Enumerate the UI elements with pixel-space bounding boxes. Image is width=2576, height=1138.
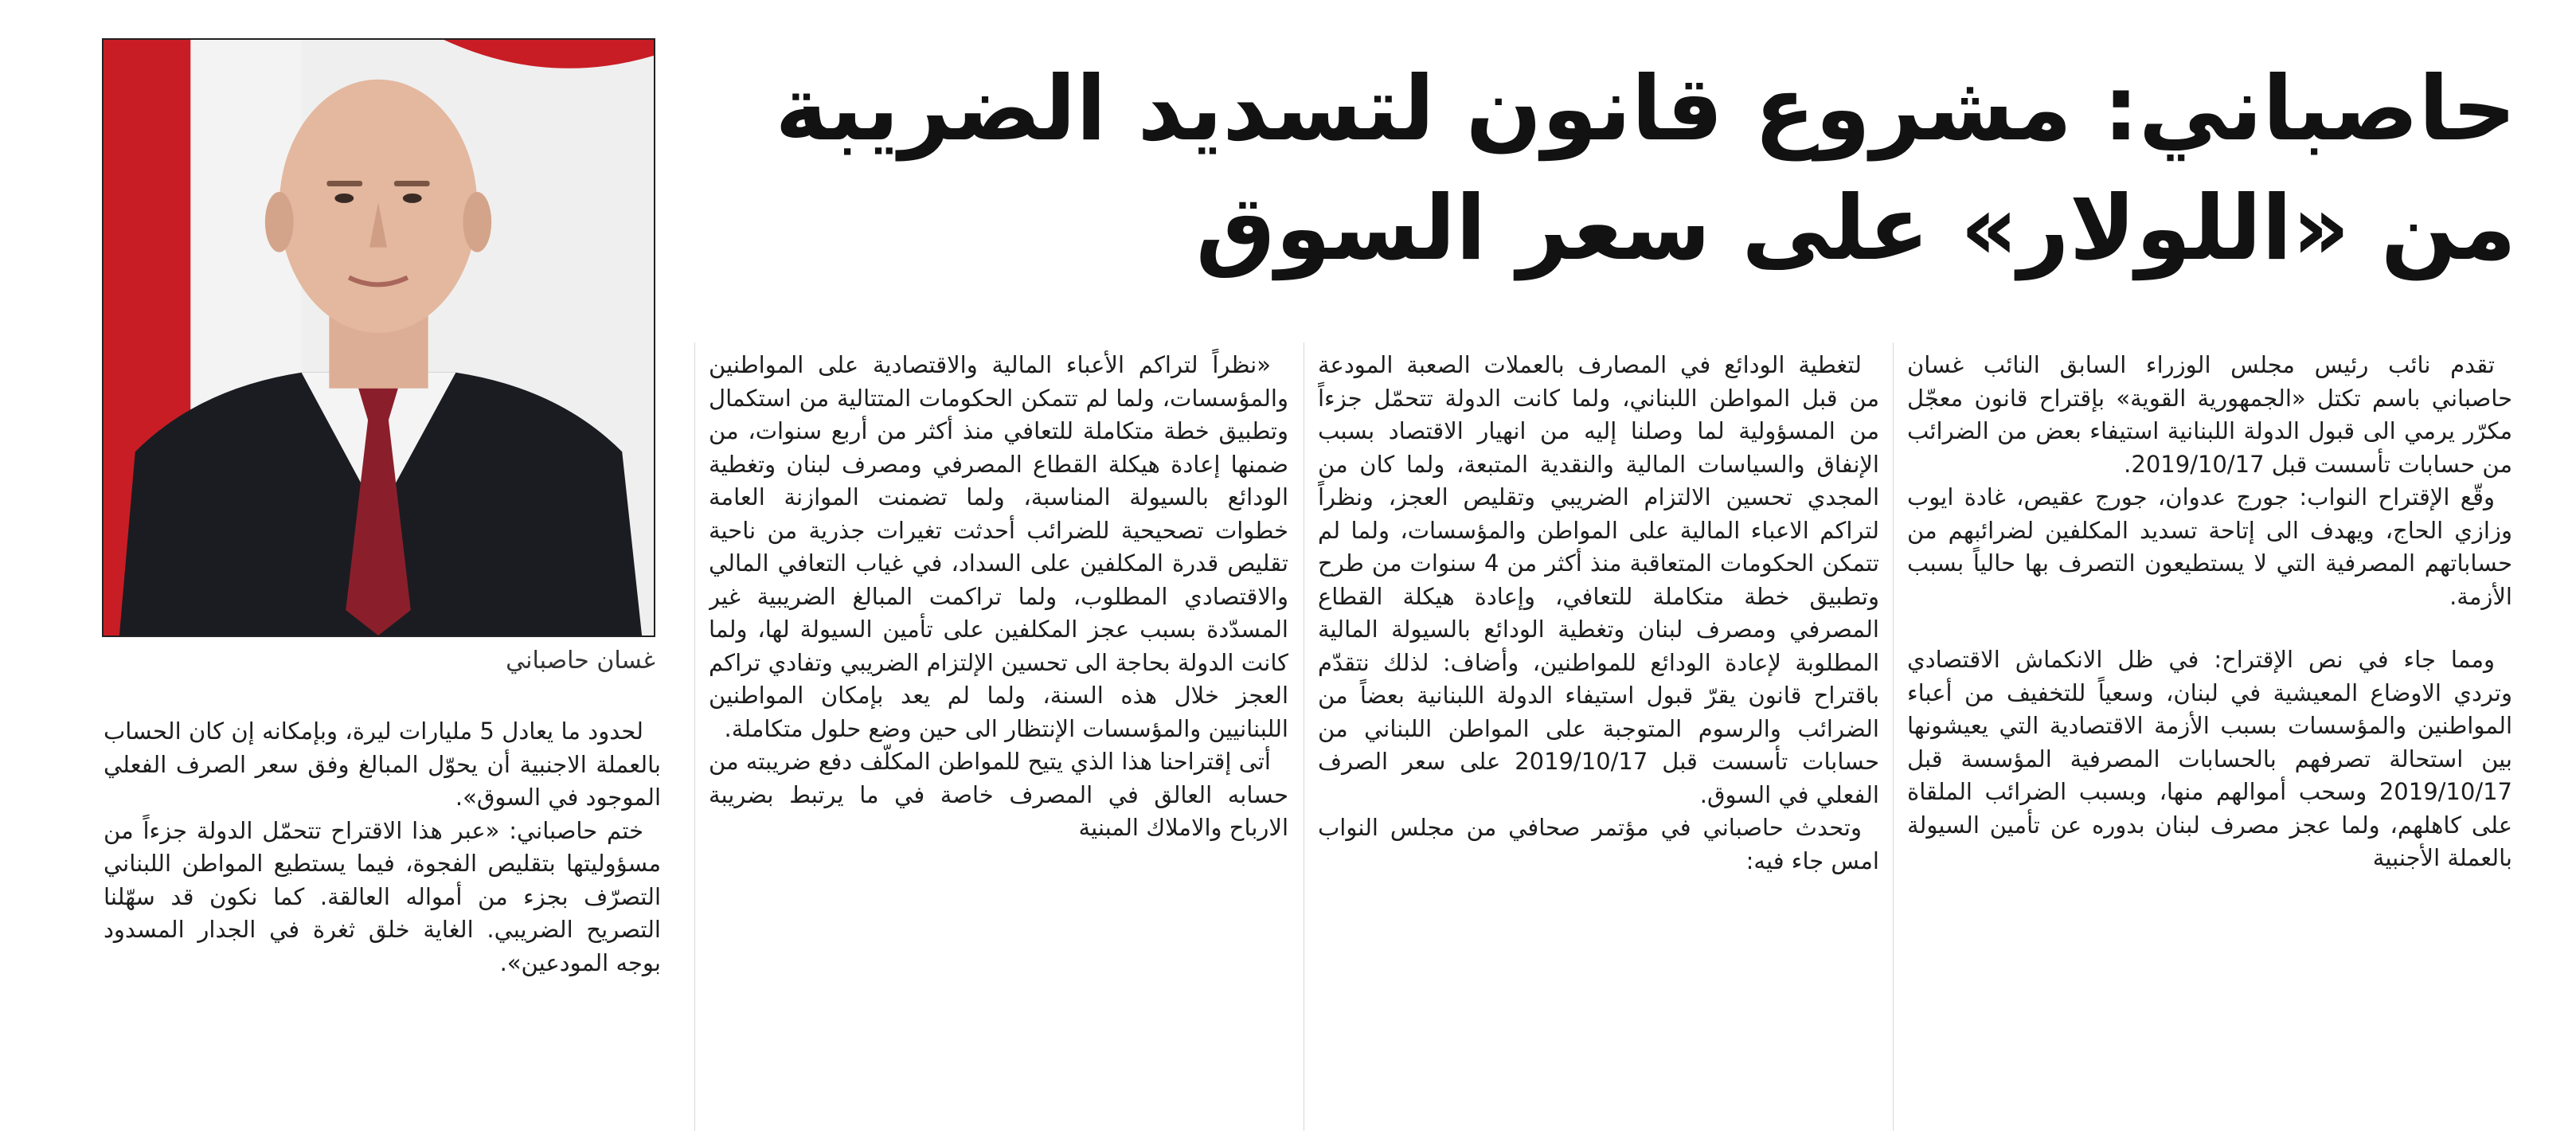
paragraph: لحدود ما يعادل 5 مليارات ليرة، وبإمكانه إن كان الحساب بالعملة الاجنبية أن يحوّل المبالغ وفق سعر الصرف الفعلي الموجود في السوق». — [104, 718, 661, 811]
paragraph: وقّع الإقتراح النواب: جورج عدوان، جورج عقيص، غادة ايوب وزازي الحاج، ويهدف الى إتاحة تسديد المكلفين لضرائبهم من حساباتهم المصرفية التي لا يستطيعون التصرف بها حالياً بسبب الأزمة. — [1907, 483, 2512, 610]
headline-line-2: من «اللولار» على سعر السوق — [1195, 177, 2516, 280]
paragraph: تقدم نائب رئيس مجلس الوزراء السابق النائب غسان حاصباني باسم تكتل «الجمهورية القوية» بإقتراح قانون معجّل مكرّر يرمي الى قبول الدولة اللبنانية استيفاء بعض من الضرائب من حسابات تأسست قبل 2019/10/17. — [1907, 351, 2512, 478]
paragraph: ختم حاصباني: «عبر هذا الاقتراح تتحمّل الدولة جزءاً من مسؤوليتها بتقليص الفجوة، فيما يستطيع المواطن اللبناني التصرّف بجزء من أمواله العالقة. كما نكون قد سهّلنا التصريح الضريبي. الغاية خلق ثغرة في الجدار المسدود بوجه المودعين». — [104, 816, 661, 976]
article-column-3 — [709, 349, 1288, 1129]
column-divider — [1893, 342, 1894, 1131]
portrait-illustration — [104, 40, 654, 635]
article-column-1 — [1907, 349, 2512, 1129]
article-column-2 — [1318, 349, 1879, 1129]
headline-line-1: حاصباني: مشروع قانون لتسديد الضريبة — [775, 57, 2516, 161]
article-column-4 — [104, 715, 661, 1129]
paragraph: أتى إقتراحنا هذا الذي يتيح للمواطن المكلّف دفع ضريبته من حسابه العالق في المصرف خاصة في ما يرتبط بضريبة الارباح والاملاك المبنية — [709, 748, 1288, 841]
portrait-photo — [102, 38, 655, 637]
paragraph: لتغطية الودائع في المصارف بالعملات الصعبة المودعة من قبل المواطن اللبناني، ولما كانت الدولة تتحمّل جزءاً من المسؤولية لما وصلنا إليه من انهيار الاقتصاد بسبب الإنفاق والسياسات المالية والنقدية المتبعة، ولما كان من المجدي تحسين الالتزام الضريبي وتقليص العجز، ونظراً لتراكم الاعباء المالية على المواطن والمؤسسات، ولما لم تتمكن الحكومات المتعاقبة منذ أكثر من 4 سنوات من طرح وتطبيق خطة متكاملة للتعافي، وإعادة هيكلة القطاع المصرفي ومصرف لبنان وتغطية الودائع بالسيولة المالية المطلوبة لإعادة الودائع للمواطنين، وأضاف: لذلك نتقدّم باقتراح قانون يقرّ قبول استيفاء الدولة اللبنانية بعضاً من الضرائب والرسوم المتوجبة على المواطن اللبناني من حسابات تأسست قبل 2019/10/17 على سعر الصرف الفعلي في السوق. — [1318, 351, 1879, 808]
article-headline — [701, 49, 2516, 288]
column-divider — [694, 342, 695, 1131]
paragraph: ومما جاء في نص الإقتراح: في ظل الانكماش الاقتصادي وتردي الاوضاع المعيشية في لبنان، وسعياً للتخفيف من أعباء المواطنين والمؤسسات بسبب الأزمة الاقتصادية التي يعيشونها بين استحالة تصرفهم بالحسابات المصرفية المؤسسة قبل 2019/10/17 وسحب أموالهم منها، وبسبب الضرائب الملقاة على كاهلهم، ولما عجز مصرف لبنان بدوره عن تأمين السيولة بالعملة الأجنبية — [1907, 646, 2512, 871]
paragraph: وتحدث حاصباني في مؤتمر صحافي من مجلس النواب امس جاء فيه: — [1318, 814, 1879, 874]
paragraph: «نظراً لتراكم الأعباء المالية والاقتصادية على المواطنين والمؤسسات، ولما لم تتمكن الحكومات المتتالية من استكمال وتطبيق خطة متكاملة للتعافي منذ أكثر من أربع سنوات، من ضمنها إعادة هيكلة القطاع المصرفي ومصرف لبنان وتغطية الودائع بالسيولة المناسبة، ولما تضمنت الموازنة العامة خطوات تصحيحية للضرائب أحدثت تغيرات جذرية من ناحية تقليص قدرة المكلفين على السداد، في غياب التعافي المالي والاقتصادي المطلوب، ولما تراكمت المبالغ الضريبية غير المسدّدة بسبب عجز المكلفين على تأمين السيولة لها، ولما كانت الدولة بحاجة الى تحسين الإلتزام الضريبي وتفادي تراكم العجز خلال هذه السنة، ولما لم يعد بإمكان المواطنين اللبنانيين والمؤسسات الإنتظار الى حين وضع حلول متكاملة. — [709, 351, 1288, 742]
photo-caption: غسان حاصباني — [506, 647, 655, 675]
